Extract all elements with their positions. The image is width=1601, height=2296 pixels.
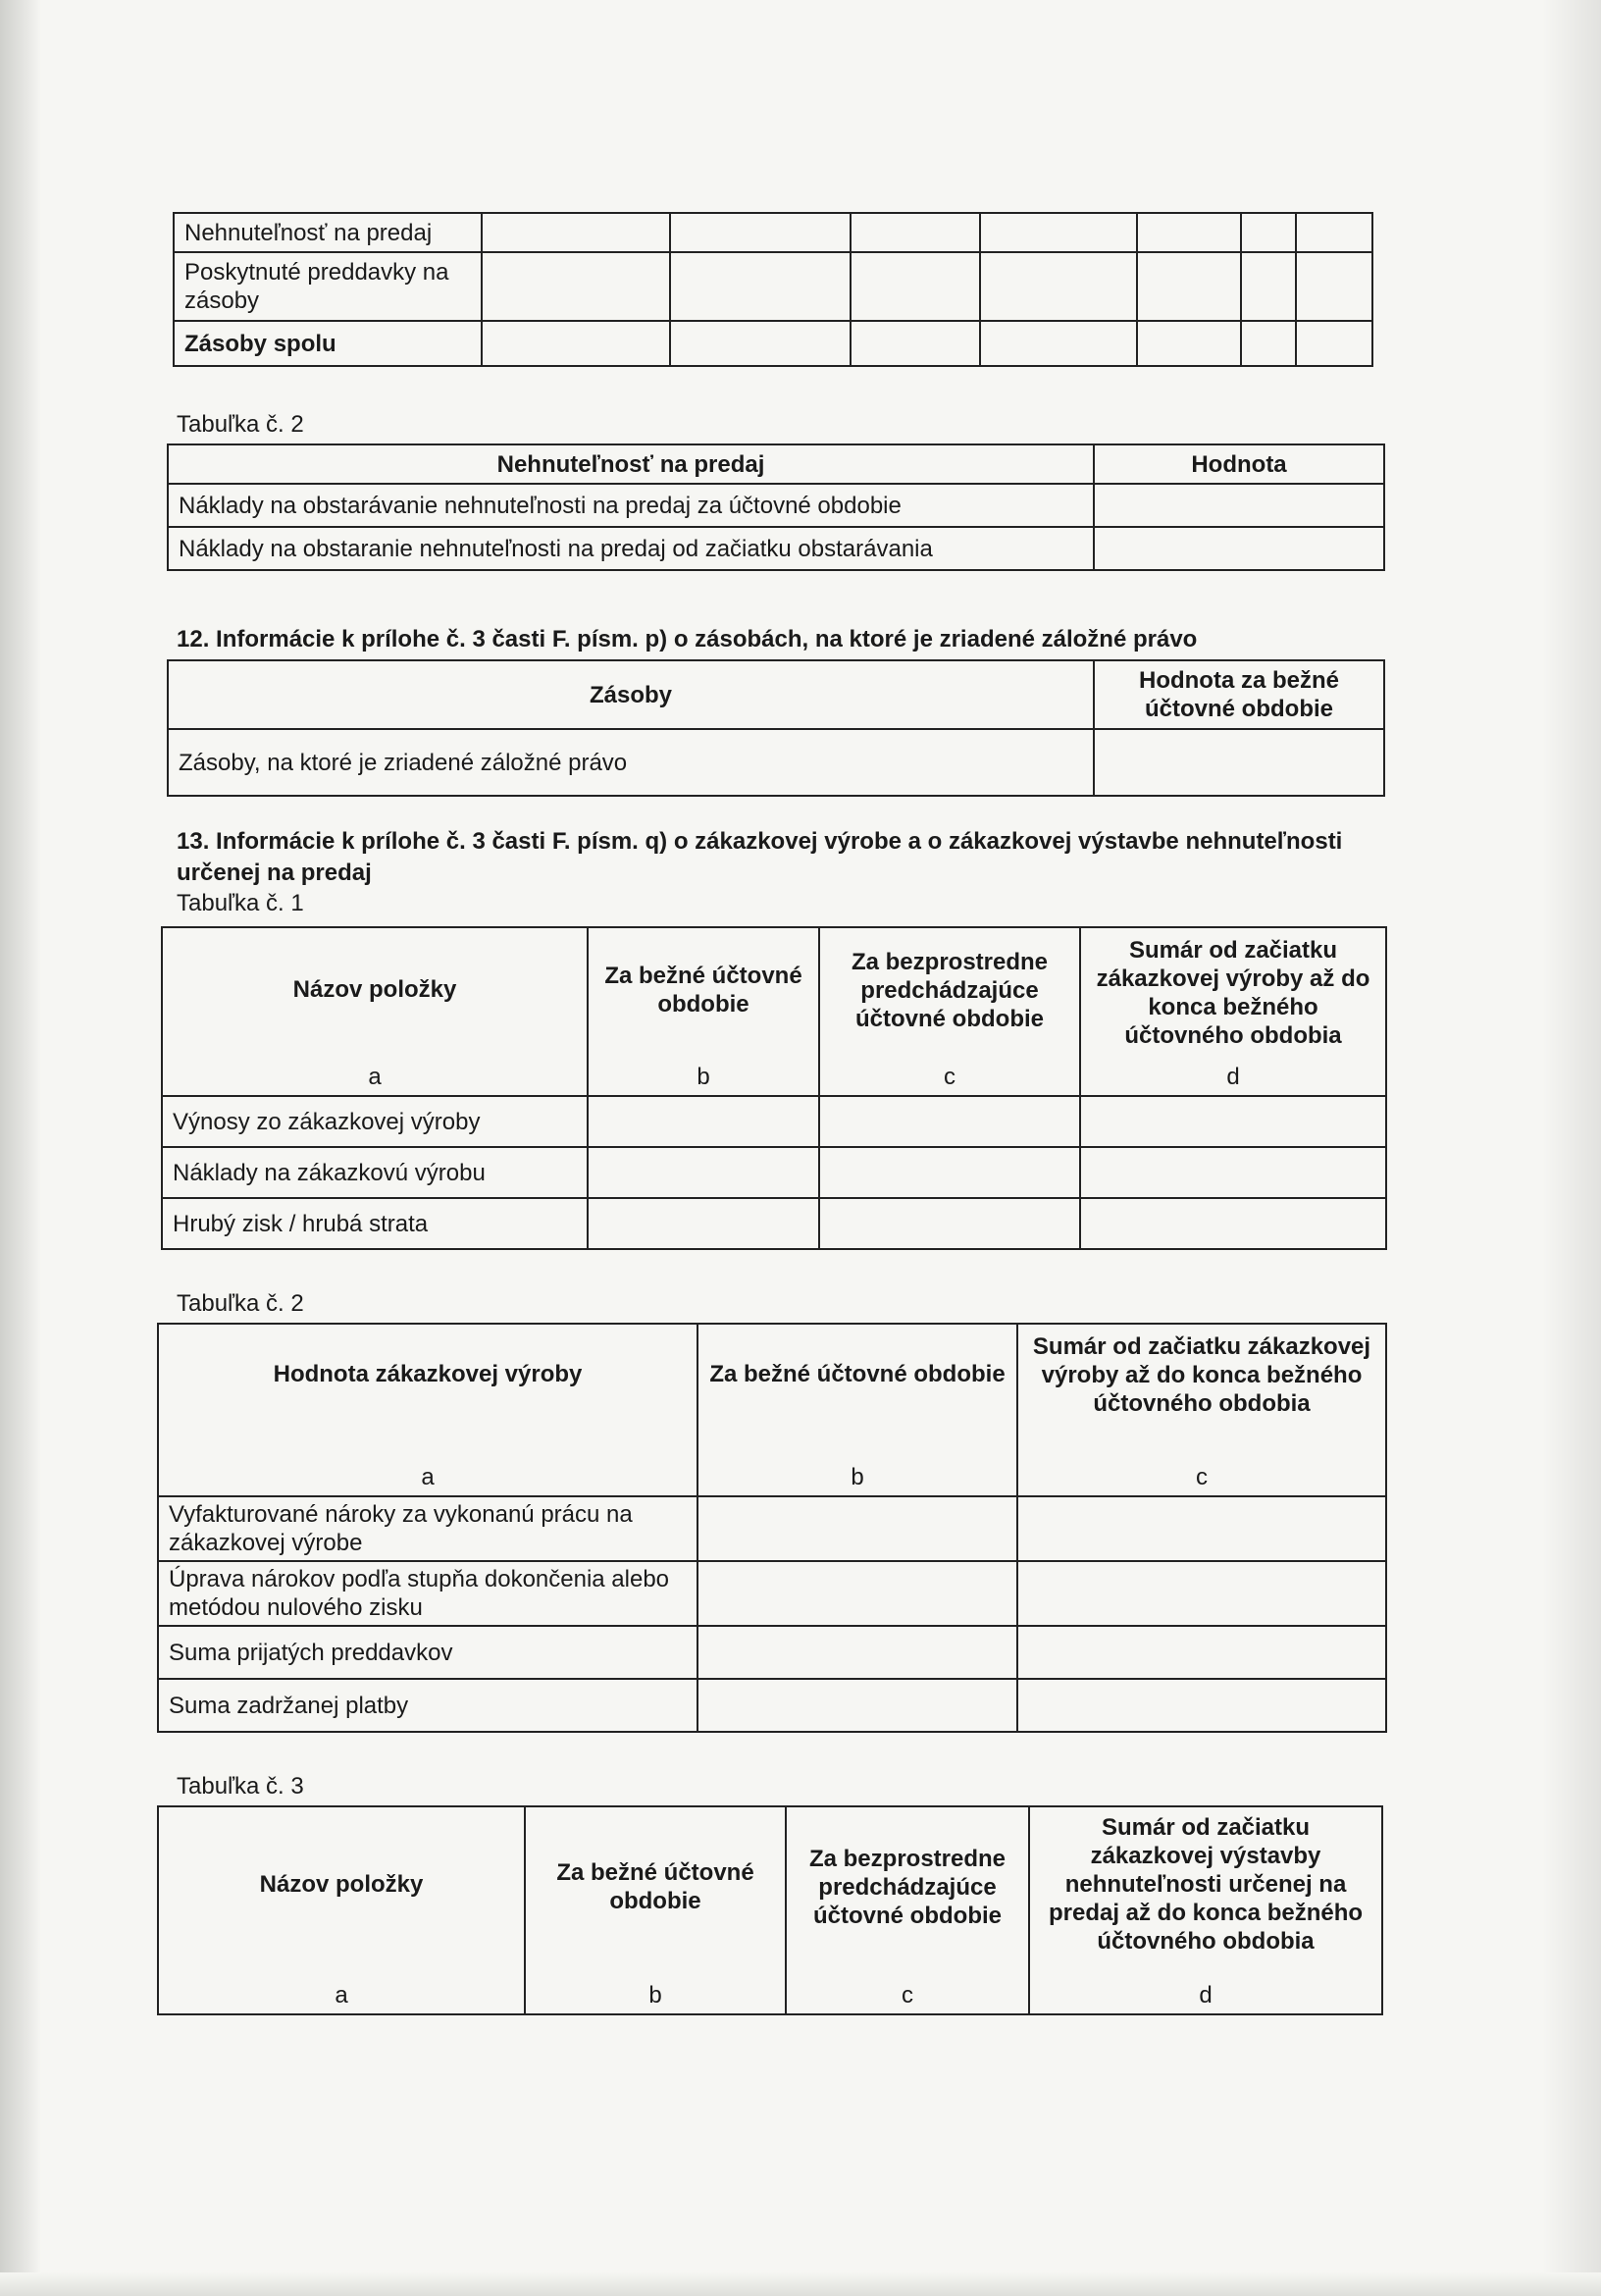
table-cell [980,213,1137,252]
column-letter: a [421,1464,435,1490]
section-heading: 13. Informácie k prílohe č. 3 časti F. písm. q) o zákazkovej výrobe a o zákazkovej výstavbe nehnuteľnosti [177,828,1343,855]
table-cell [1241,321,1296,366]
column-header: Hodnota za bežné účtovné obdobie [1094,660,1384,729]
column-title: Za bezprostredne predchádzajúce účtovné obdobie [851,949,1049,1032]
table-cell [697,1496,1017,1561]
column-letter: c [1196,1464,1208,1490]
column-letter: b [697,1064,710,1090]
table-cell [482,213,670,252]
table-row-label: Úprava nárokov podľa stupňa dokončenia alebo metódou nulového zisku [158,1561,697,1626]
pledged-inventory-table [167,659,1385,797]
table-cell [1017,1496,1386,1561]
table-cell [670,321,851,366]
column-title: Sumár od začiatku zákazkovej výstavby nehnuteľnosti určenej na predaj až do konca bežného účtovného obdobia [1048,1814,1364,1955]
column-title: Za bežné účtovné obdobie [709,1361,1006,1387]
top-inventory-table [173,212,1373,367]
table-cell [697,1561,1017,1626]
table-cell [1241,213,1296,252]
column-letter: c [944,1064,955,1090]
table-cell [1017,1679,1386,1732]
section-heading: 12. Informácie k prílohe č. 3 časti F. písm. p) o zásobách, na ktoré je zriadené záložné právo [177,626,1198,652]
column-header [588,927,819,1096]
table-caption: Tabuľka č. 2 [177,411,304,438]
table-row-label: Náklady na obstaranie nehnuteľnosti na predaj od začiatku obstarávania [168,527,1094,570]
table-caption: Tabuľka č. 3 [177,1773,304,1800]
page-bottom-shadow [0,2272,1601,2296]
page-right-shadow [1542,0,1601,2296]
table-cell [1137,321,1241,366]
table-cell [482,252,670,321]
table-row-label: Suma prijatých preddavkov [158,1626,697,1679]
column-header [1029,1806,1382,2014]
table-row-label: Náklady na zákazkovú výrobu [162,1147,588,1198]
column-letter: a [335,1982,348,2009]
table-caption: Tabuľka č. 1 [177,890,304,916]
table-cell [1080,1198,1386,1249]
table-cell [1296,321,1372,366]
table-caption: Tabuľka č. 2 [177,1290,304,1317]
column-title: Za bežné účtovné obdobie [556,1859,754,1914]
table-cell [1094,527,1384,570]
column-header [158,1324,697,1496]
table-row-label: Hrubý zisk / hrubá strata [162,1198,588,1249]
column-header [697,1324,1017,1496]
table-cell [670,213,851,252]
table-cell [819,1096,1080,1147]
table-cell [1094,484,1384,527]
column-title: Za bežné účtovné obdobie [604,963,802,1018]
table-cell [1080,1096,1386,1147]
column-letter: d [1199,1982,1213,2009]
real-estate-construction-table [157,1805,1383,2015]
table-cell [588,1147,819,1198]
table-cell [819,1198,1080,1249]
column-header [525,1806,786,2014]
page-left-shadow [0,0,41,2296]
table-row-label: Náklady na obstarávanie nehnuteľnosti na predaj za účtovné obdobie [168,484,1094,527]
table-cell [1137,252,1241,321]
table-cell [851,213,980,252]
table-cell [1017,1626,1386,1679]
column-title: Hodnota zákazkovej výroby [273,1361,583,1387]
table-cell [482,321,670,366]
column-title: Sumár od začiatku zákazkovej výroby až do konca bežného účtovného obdobia [1096,937,1370,1049]
column-title: Za bezprostredne predchádzajúce účtovné obdobie [808,1846,1007,1929]
table-cell [670,252,851,321]
column-letter: d [1226,1064,1240,1090]
table-cell [851,321,980,366]
contract-production-table [161,926,1387,1250]
column-header [819,927,1080,1096]
table-cell [1017,1561,1386,1626]
table-cell [1094,729,1384,796]
column-letter: c [902,1982,913,2009]
table-cell [1137,213,1241,252]
column-header [162,927,588,1096]
table-cell [851,252,980,321]
real-estate-table [167,444,1385,571]
column-header: Zásoby [168,660,1094,729]
table-cell [980,252,1137,321]
table-row-label: Vyfakturované nároky za vykonanú prácu na zákazkovej výrobe [158,1496,697,1561]
column-header [158,1806,525,2014]
table-cell [1241,252,1296,321]
column-header: Nehnuteľnosť na predaj [168,444,1094,484]
column-title: Názov položky [292,976,457,1003]
column-header [1080,927,1386,1096]
table-cell [1296,213,1372,252]
table-row-label: Výnosy zo zákazkovej výroby [162,1096,588,1147]
table-cell [1296,252,1372,321]
column-title: Názov položky [259,1871,424,1898]
table-row-label: Zásoby, na ktoré je zriadené záložné právo [168,729,1094,796]
column-header [1017,1324,1386,1496]
column-letter: b [648,1982,662,2009]
contract-value-table [157,1323,1387,1733]
column-letter: a [368,1064,382,1090]
table-cell [1080,1147,1386,1198]
table-cell [588,1096,819,1147]
table-cell [819,1147,1080,1198]
section-heading-continuation: určenej na predaj [177,860,372,886]
table-row-label: Zásoby spolu [174,321,482,366]
column-title: Sumár od začiatku zákazkovej výroby až do konca bežného účtovného obdobia [1032,1333,1371,1417]
table-cell [588,1198,819,1249]
table-row-label: Nehnuteľnosť na predaj [174,213,482,252]
table-row-label: Poskytnuté preddavky na zásoby [174,252,482,321]
table-cell [980,321,1137,366]
column-header: Hodnota [1094,444,1384,484]
table-cell [697,1679,1017,1732]
table-row-label: Suma zadržanej platby [158,1679,697,1732]
column-letter: b [851,1464,864,1490]
table-cell [697,1626,1017,1679]
column-header [786,1806,1029,2014]
